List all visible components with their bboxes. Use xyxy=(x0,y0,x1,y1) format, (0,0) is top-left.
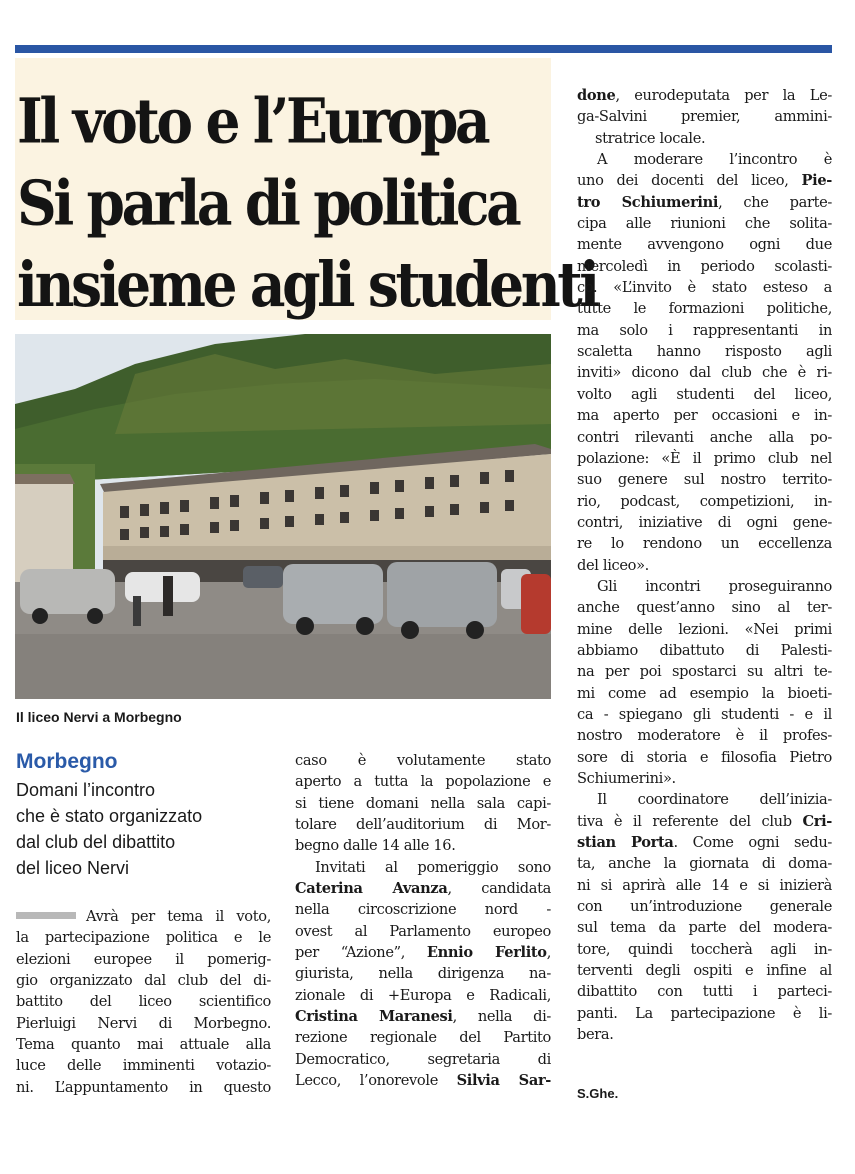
text-line: Lecco, l’onorevole Silvia Sar- xyxy=(295,1072,551,1090)
text-line: si tiene domani nella sala capi- xyxy=(295,794,551,812)
lead-rule xyxy=(16,912,76,919)
text-line: cipa alle riunioni che solita- xyxy=(577,215,832,233)
article-photo xyxy=(15,334,551,699)
text-line: nostro moderatore è il profes- xyxy=(577,727,832,745)
text-line: volto agli studenti del liceo, xyxy=(577,385,832,403)
text-line: Pierluigi Nervi di Morbegno. xyxy=(16,1014,271,1032)
guest-name: Caterina Avanza xyxy=(295,880,448,898)
text-line: nella circoscrizione nord - xyxy=(295,901,551,919)
text-line: battito del liceo scientifico xyxy=(16,993,271,1011)
text-line: giurista, nella dirigenza na- xyxy=(295,965,551,983)
guest-name: Cristina Maranesi xyxy=(295,1008,453,1026)
text-line: anche quest’anno sino al ter- xyxy=(577,599,832,617)
coordinator-name: stian Porta xyxy=(577,834,674,852)
photo-caption: Il liceo Nervi a Morbegno xyxy=(16,709,182,725)
moderator-name: Pie- xyxy=(801,172,832,190)
text-line: panti. La partecipazione è li- xyxy=(577,1004,832,1022)
text-line: terventi degli ospiti e infine al xyxy=(577,962,832,980)
text-line: tutte le formazioni politiche, xyxy=(577,300,832,318)
text-line: stratrice locale. xyxy=(595,129,706,147)
article-column-3 xyxy=(577,85,832,1045)
text-line: ni. L’appuntamento in questo xyxy=(16,1078,271,1096)
guest-name: Ennio Ferlito xyxy=(426,944,547,962)
text-line: done, eurodeputata per la Le- xyxy=(577,87,832,104)
text-line: ta, anche la giornata di doma- xyxy=(577,855,832,873)
text-line: suo genere sul nostro territo- xyxy=(577,471,832,489)
text-line: tro Schiumerini, che parte- xyxy=(577,193,832,211)
text-line: ni si aprirà alle 14 e si inizierà xyxy=(577,876,832,894)
text-line: del liceo». xyxy=(577,556,649,574)
text-line: mercoledì in periodo scolasti- xyxy=(577,257,832,275)
top-color-bar xyxy=(15,45,832,53)
text-line: contri rilevanti anche alla po- xyxy=(577,428,832,446)
text-line: polazione: «È il primo club nel xyxy=(577,449,832,467)
author-signature: S.Ghe. xyxy=(577,1086,619,1101)
text-line: A moderare l’incontro è xyxy=(597,151,832,169)
text-line: abbiamo dibattuto di Palesti- xyxy=(577,641,832,659)
text-line: tiva è il referente del club Cri- xyxy=(577,812,832,830)
summary-line: del liceo Nervi xyxy=(16,858,130,878)
text-line: per “Azione”, Ennio Ferlito, xyxy=(295,944,551,962)
text-line: bera. xyxy=(577,1026,614,1044)
summary-line: dal club del dibattito xyxy=(16,832,176,852)
text-line: uno dei docenti del liceo, Pie- xyxy=(577,172,832,190)
text-line: sul tema da parte del modera- xyxy=(577,919,832,937)
text-line: caso è volutamente stato xyxy=(295,752,551,769)
text-line: Cristina Maranesi, nella di- xyxy=(295,1008,551,1026)
text-line: Tema quanto mai attuale alla xyxy=(16,1036,271,1054)
text-line: Il coordinatore dell’inizia- xyxy=(597,791,832,809)
headline-line-2: Si parla di politica xyxy=(17,166,519,240)
text-line: Caterina Avanza, candidata xyxy=(295,880,551,898)
guest-name: done xyxy=(577,87,616,104)
text-line: Avrà per tema il voto, xyxy=(86,908,271,925)
text-line: mi come ad esempio la bioeti- xyxy=(577,684,832,702)
text-line: gio organizzato dal club del di- xyxy=(16,972,271,990)
article-column-1 xyxy=(16,906,271,1098)
article-column-2 xyxy=(295,750,551,1092)
text-line: la partecipazione politica e le xyxy=(16,929,271,947)
text-line: Democratico, segretaria di xyxy=(295,1050,551,1068)
summary-line: Domani l’incontro xyxy=(16,780,156,800)
text-line: ga-Salvini premier, ammini- xyxy=(577,108,832,126)
text-line: stian Porta. Come ogni sedu- xyxy=(577,834,833,852)
text-line: zionale di +Europa e Radicali, xyxy=(295,986,551,1004)
text-line: ca - spiegano gli studenti - e il xyxy=(577,705,832,723)
text-line: dibattito con tutti i parteci- xyxy=(577,983,832,1001)
text-line: mente avvengono ogni due xyxy=(577,236,832,254)
moderator-name: tro Schiumerini xyxy=(577,193,719,211)
text-line: Schiumerini». xyxy=(577,770,676,787)
text-line: rio, podcast, competizioni, in- xyxy=(577,492,832,510)
headline-line-3: insieme agli studenti xyxy=(17,248,597,321)
coordinator-name: Cri- xyxy=(802,812,832,830)
text-line: sore di storia e filosofia Pietro xyxy=(577,748,832,766)
text-line: aperto a tutta la popolazione e xyxy=(295,773,551,791)
text-line: Gli incontri proseguiranno xyxy=(597,577,832,595)
text-line: tore, quindi toccherà agli in- xyxy=(577,940,832,958)
headline-line-1: Il voto e l’Europa xyxy=(17,84,488,158)
summary xyxy=(16,777,271,881)
text-line: re lo rendono un eccellenza xyxy=(577,535,832,553)
text-line: begno dalle 14 alle 16. xyxy=(295,837,456,855)
text-line: co. «L’invito è stato esteso a xyxy=(577,279,832,297)
text-line: rezione regionale del Partito xyxy=(295,1029,551,1047)
text-line: luce delle imminenti votazio- xyxy=(16,1057,271,1075)
text-line: elezioni europee il pomerig- xyxy=(16,950,271,968)
text-line: ovest al Parlamento europeo xyxy=(295,922,551,940)
text-line: ma solo i rappresentanti in xyxy=(577,321,832,339)
text-line: mine delle lezioni. «Nei primi xyxy=(577,620,832,638)
text-line: contri, iniziative di ogni gene- xyxy=(577,513,832,531)
text-line: na per poi spostarci su altri te- xyxy=(577,663,832,681)
text-line: scaletta hanno risposto agli xyxy=(577,343,832,361)
school-building-photo xyxy=(15,334,551,699)
guest-name: Silvia Sar- xyxy=(456,1072,551,1090)
text-line: Invitati al pomeriggio sono xyxy=(315,858,551,876)
summary-line: che è stato organizzato xyxy=(16,806,203,826)
text-line: con un’introduzione generale xyxy=(577,898,832,916)
text-line: tolare dell’auditorium di Mor- xyxy=(295,816,551,834)
text-line: inviti» dicono dal club che è ri- xyxy=(577,364,832,382)
text-line: ma aperto per occasioni e in- xyxy=(577,407,832,425)
kicker-location: Morbegno xyxy=(16,750,118,773)
